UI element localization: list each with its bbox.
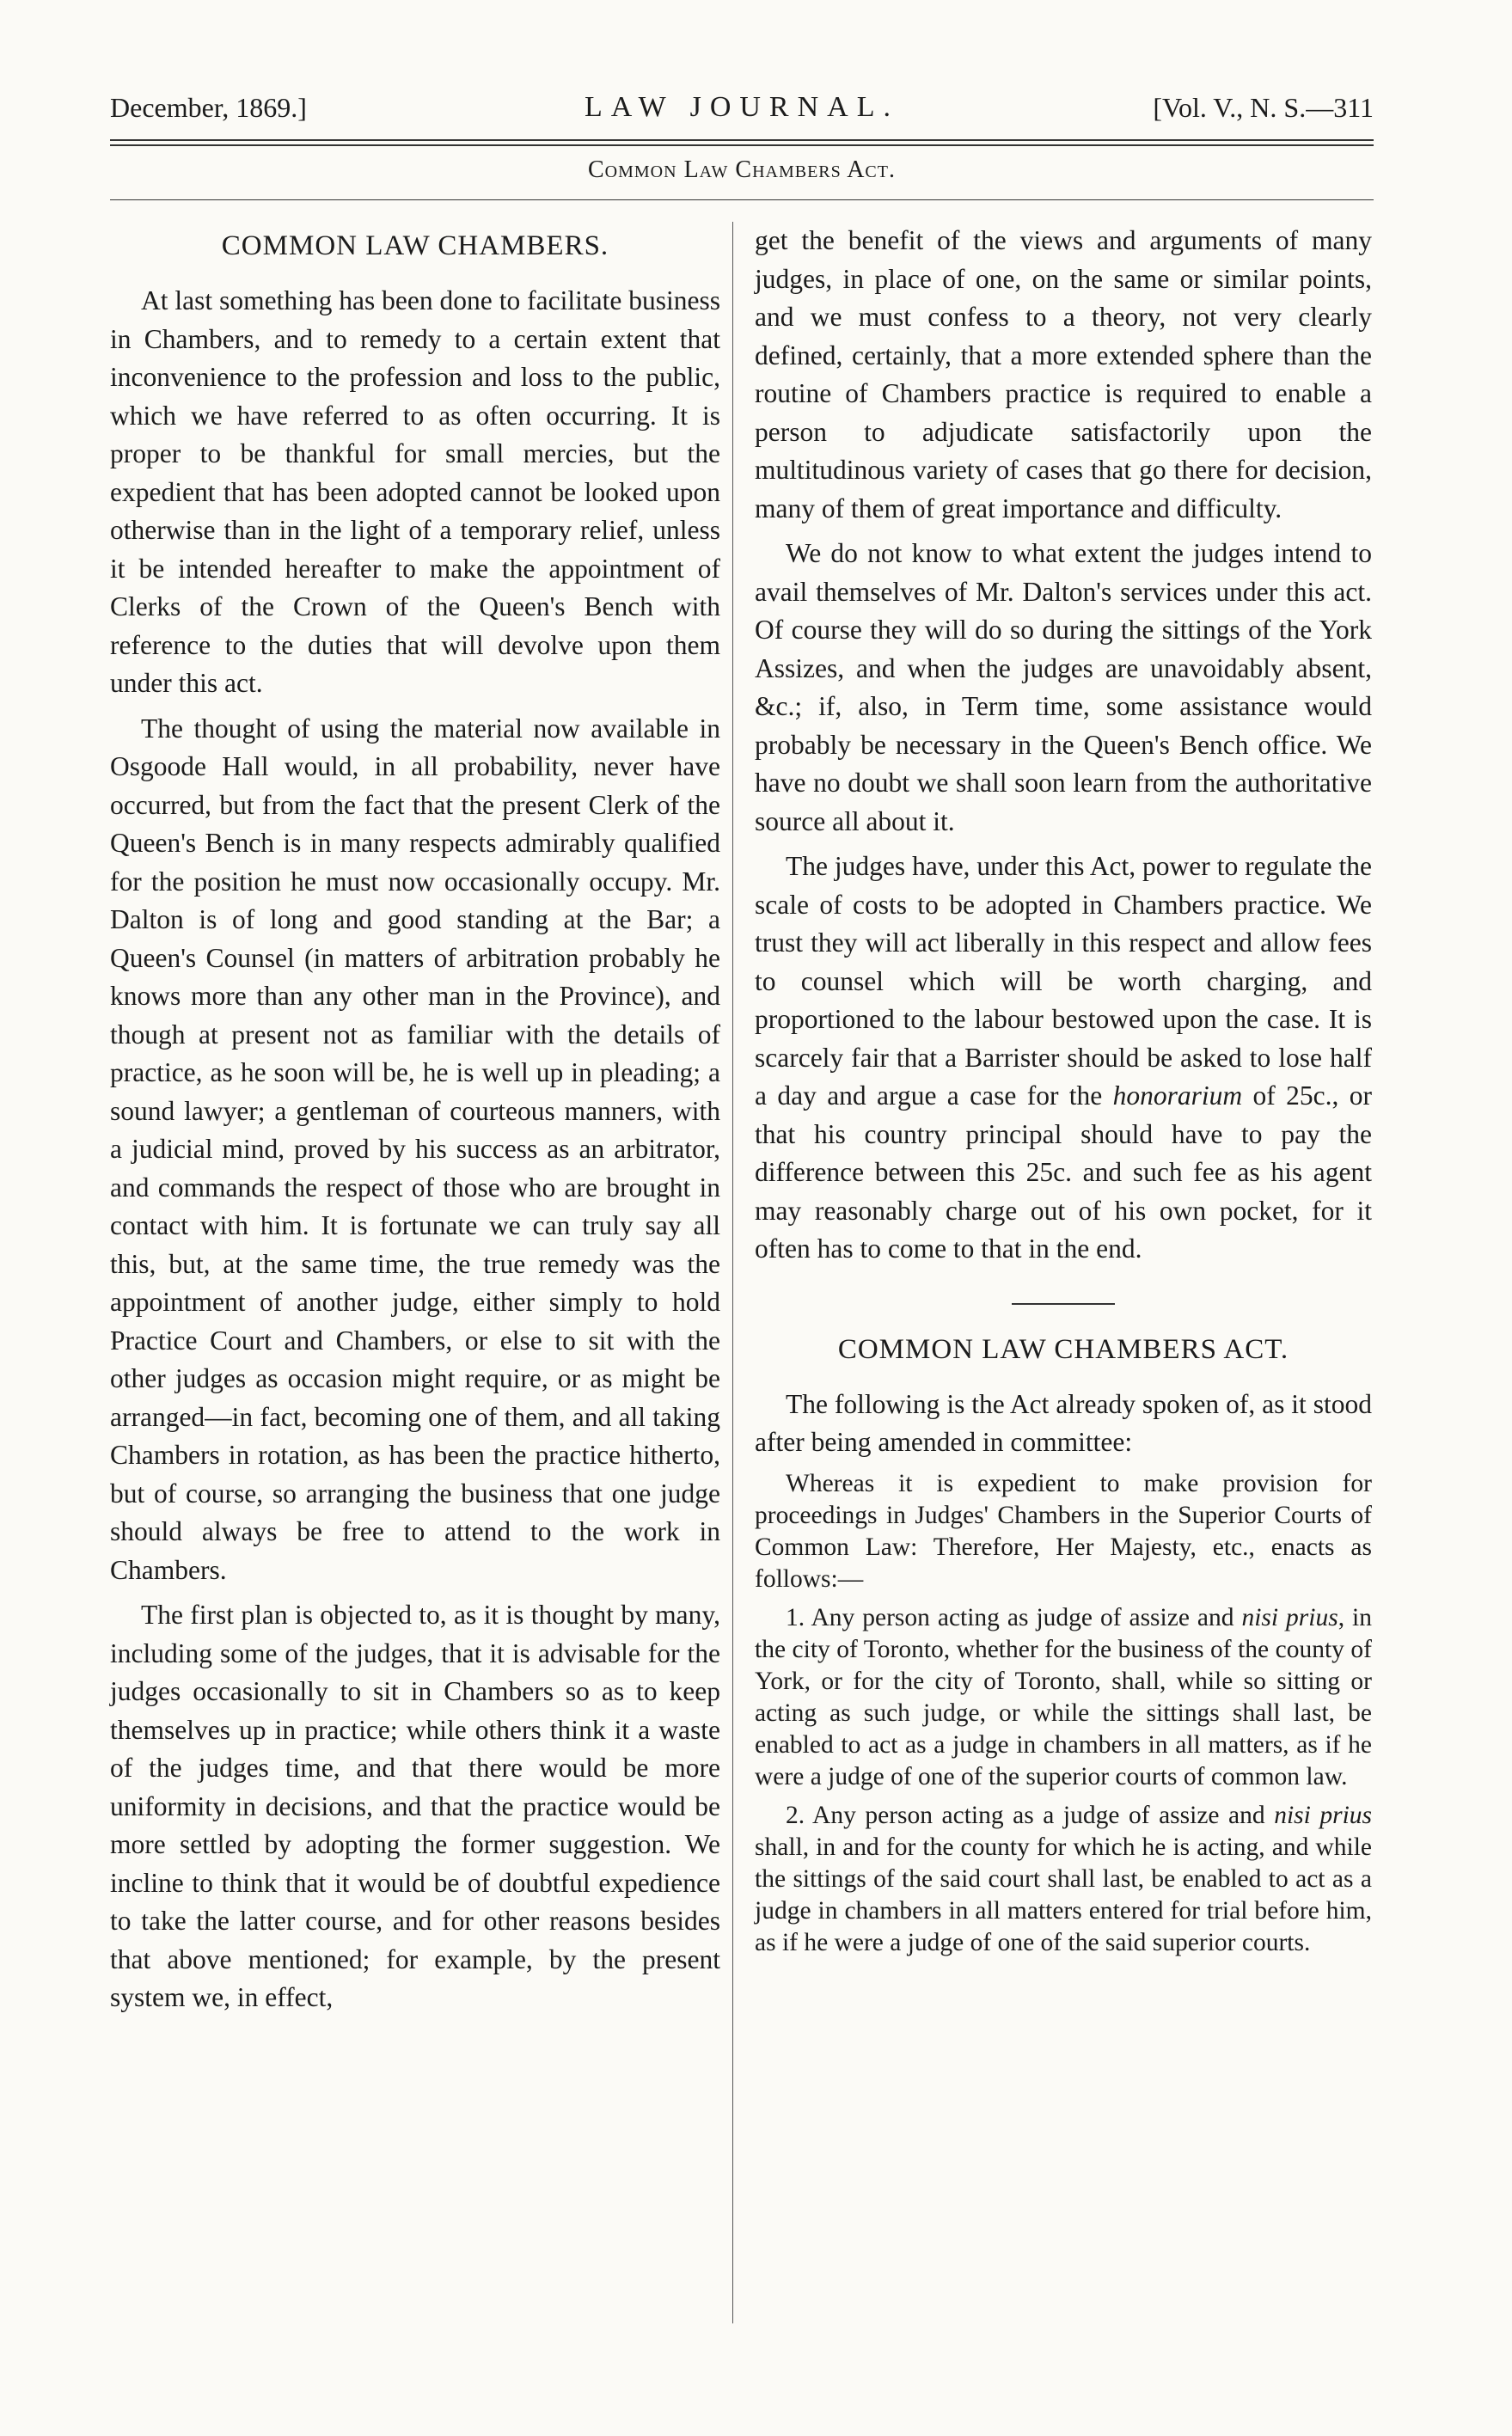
section-2-part-b: shall, in and for the county for which he is acting, and while the sittings of the said court shall last, be enabled to act as a judge in chambers in all matters entered for trial before him, as if he were a judge of one of the said superior courts. (755, 1833, 1372, 1956)
header-journal-title: LAW JOURNAL. (585, 91, 899, 123)
section-separator (1012, 1303, 1115, 1305)
article-paragraph-2: The thought of using the material now available in Osgoode Hall would, in all probability, never have occurred, but from the fact that the present Clerk of the Queen's Bench is in many respects admirably qualified for the position he must now occasionally occupy. Mr. Dalton is of long and good standing at the Bar; a Queen's Counsel (in matters of arbitration probably he knows more than any other man in the Province), and though at present not as familiar with the details of practice, as he soon will be, he is well up in pleading; a sound lawyer; a gentleman of courteous manners, with a judicial mind, proved by his success as an arbitrator, and commands the respect of those who are brought in contact with him. It is fortunate we can truly say all this, but, at the same time, the true remedy was the appointment of another judge, either simply to hold Practice Court and Chambers, or else to sit with the other judges as occasion might require, or as might be arranged—in fact, becoming one of them, and all taking Chambers in rotation, as has been the practice hitherto, but of course, so arranging the business that one judge should always be free to attend to the work in Chambers. (110, 713, 720, 1585)
header-rule-top (110, 139, 1374, 141)
page-header (110, 86, 1374, 129)
act-section-1 (755, 1602, 1372, 1793)
article-paragraph-1: At last something has been done to facilitate business in Chambers, and to remedy to a certain extent that inconvenience to the profession and loss to the public, which we have referred to as often occurring. It is proper to be thankful for small mercies, but the expedient that has been adopted cannot be looked upon otherwise than in the light of a temporary relief, unless it be intended hereafter to make the appointment of Clerks of the Crown of the Queen's Bench with reference to the duties that will devolve upon them under this act. (110, 285, 720, 698)
paragraph-5-italic: honorarium (1112, 1080, 1243, 1111)
act-text (755, 1386, 1372, 1959)
paragraph-5-part-b: of 25c., or that his country principal should have to pay the difference between this 25c. and such fee as his agent may reasonably charge out of his own pocket, for it often has to come to that in the end. (755, 1080, 1372, 1264)
header-volume: [Vol. V., N. S.—311 (1153, 92, 1374, 123)
running-title: Common Law Chambers Act. (588, 156, 896, 183)
section-1-part-b: , in the city of Toronto, whether for the business of the county of York, or for the city of Toronto, shall, while so sitting or acting as such judge, or while the sittings shall last, be enabled to act as a judge in chambers in all matters, as if he were a judge of one of the superior courts of common law. (755, 1603, 1372, 1790)
act-intro: The following is the Act already spoken of, as it stood after being amended in committee: (755, 1388, 1372, 1457)
running-title-rule (110, 199, 1374, 200)
paragraph-5-part-a: The judges have, under this Act, power to regulate the scale of costs to be adopted in Chambers practice. We trust they will act liberally in this respect and allow fees to counsel which will be worth charging, and proportioned to the labour bestowed upon the case. It is scarcely fair that a Barrister should be asked to lose half a day and argue a case for the (755, 851, 1372, 1111)
right-column (755, 222, 1372, 1966)
act-section-2 (755, 1800, 1372, 1959)
article-paragraph-3-continued: get the benefit of the views and arguments of many judges, in place of one, on the same or similar points, and we must confess to a theory, not very clearly defined, certainly, that a more extended sphere than the routine of Chambers practice is required to enable a person to adjudicate satisfactorily upon the multitudinous variety of cases that go there for decision, many of them of great importance and difficulty. (755, 225, 1372, 523)
section-2-italic: nisi prius (1274, 1801, 1373, 1829)
article-paragraph-4: We do not know to what extent the judges intend to avail themselves of Mr. Dalton's services under this act. Of course they will do so during the sittings of the York Assizes, and when the judges are unavoidably absent, &c.; if, also, in Term time, some assistance would probably be necessary in the Queen's Bench office. We have no doubt we shall soon learn from the authoritative source all about it. (755, 538, 1372, 836)
article-title: COMMON LAW CHAMBERS. (221, 230, 609, 261)
column-divider (732, 222, 733, 2323)
act-title: COMMON LAW CHAMBERS ACT. (837, 1333, 1289, 1365)
header-rule-bottom (110, 144, 1374, 146)
header-date: December, 1869.] (110, 92, 307, 123)
article-paragraph-5 (755, 848, 1372, 1269)
section-1-italic: nisi prius (1241, 1603, 1338, 1631)
section-2-part-a: 2. Any person acting as a judge of assize and (786, 1801, 1275, 1829)
article-paragraph-3: The first plan is objected to, as it is thought by many, including some of the judges, that it is advisable for the judges occasionally to sit in Chambers so as to keep themselves up in practice; while others think it a waste of the judges time, and that there would be more uniformity in decisions, and that the practice would be more settled by adopting the former suggestion. We incline to think that it would be of doubtful expedience to take the latter course, and for other reasons besides that above mentioned; for example, by the present system we, in effect, (110, 1600, 720, 2012)
left-column (110, 222, 720, 2024)
section-1-part-a: 1. Any person acting as judge of assize and (786, 1603, 1242, 1631)
act-preamble: Whereas it is expedient to make provision for proceedings in Judges' Chambers in the Superior Courts of Common Law: Therefore, Her Majesty, etc., enacts as follows:— (755, 1469, 1372, 1593)
